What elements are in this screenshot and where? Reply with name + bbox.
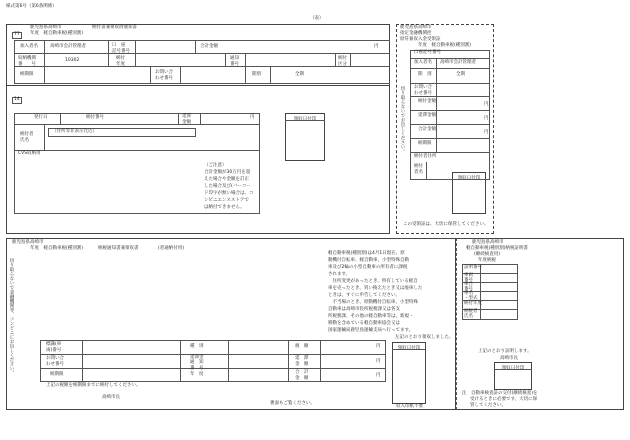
info-line-7: ときは、すぐに申告してください。	[328, 293, 400, 298]
issue-date-label: 発行日	[34, 115, 48, 120]
bottom-heading-1: 鹿児島県高崎市	[12, 240, 44, 245]
cert-stamp-title: 領収日付印	[501, 366, 525, 371]
plate-number-label: 標識(車 両)番号	[46, 342, 62, 353]
cert-footer-2: 受けるときに必要です。大切に保	[470, 397, 538, 402]
bottom-heading-3: 納税通知書兼領収書	[98, 246, 139, 251]
cert-footer-1: 注 自動車検査証の交付(継続検査)を	[462, 391, 538, 396]
tr-taxpayer-label: 納付 者名	[414, 164, 423, 175]
tr-penalty-yen: 円	[484, 116, 489, 121]
total-yen: 円	[374, 44, 379, 49]
penalty-amount-yen: 円	[376, 359, 381, 364]
type-label: 種 別	[190, 344, 204, 349]
penalty-amount-label: 延 滞 金 額	[295, 356, 309, 367]
receipt-agency-value: 10302	[65, 58, 80, 63]
note-title: （ご注意）	[204, 163, 227, 168]
bottom-side-note: 切り取らないで金融機関等、コンビニにお出しください。	[8, 258, 14, 375]
code-box: 14	[14, 97, 20, 102]
cert-heading-1: 鹿児島県高崎市	[472, 240, 504, 245]
penalty-label: 延滞 金額	[182, 114, 191, 125]
due-label: 納期限	[50, 372, 64, 377]
info-line-6: 車を売ったとき、買い換えたとき又は廃車した	[328, 286, 423, 291]
tr-tax-amount-label: 納付金額	[418, 99, 436, 104]
tr-payee-value: 高崎市会計管理者	[440, 60, 476, 65]
receipt-stamp-title: 領収日付印	[293, 117, 317, 122]
tr-heading-3: 原符兼収入金受領証	[400, 37, 441, 42]
form-title: 様式第6号（第6条関係）	[6, 4, 57, 9]
note-line-4: ド印字が無い場合は、コ	[204, 191, 254, 196]
payment-number-label: 納付番号	[86, 115, 104, 120]
bottom-stamp-box	[392, 342, 426, 404]
info-line-11: 移動を含めている軽自動車協会又は	[328, 321, 400, 326]
cert-text: 上記のとおり証明します。	[478, 349, 532, 354]
tr-heading-1: 鹿児島県高崎市	[400, 25, 432, 30]
info-line-10: 所税務課、その他の軽自動車等は、新規・	[328, 314, 414, 319]
receipt-agency-label: 収納機関 番 号	[18, 56, 36, 67]
tr-footer-note: この受領証は、大切に保管してください。	[403, 222, 489, 227]
payee-label: 加入者名	[20, 44, 38, 49]
tr-period-label: 期 別	[418, 72, 432, 77]
tr-payee-label: 加入者名	[414, 60, 432, 65]
cert-row-0: 証明番号	[464, 265, 482, 270]
bottom-stamp-title: 領収日付印	[397, 346, 421, 351]
notice-number-label: 通知 番号	[230, 56, 239, 67]
tr-cut-note: 切り取らないでお出しください。	[399, 86, 405, 154]
tr-period-full: 全期	[456, 72, 465, 77]
thanks-note: 裏面もご覧ください。	[270, 401, 315, 406]
tr-stamp-title: 領収日付印	[457, 176, 481, 181]
tr-tax-amount-yen: 円	[484, 102, 489, 107]
bottom-heading-tail: (普通納付用)	[158, 246, 185, 251]
payment-class-label: 納付 区分	[338, 56, 347, 67]
info-line-8: 不当場のとき、原動機付自転車、小型特殊	[328, 300, 418, 305]
form-number: 77	[14, 32, 20, 37]
tax-amount-yen: 円	[376, 344, 381, 349]
tr-due-label: 納期限	[418, 141, 432, 146]
tr-account-no: 口座記号番号	[414, 50, 441, 55]
tr-heading-2: 指定金融機関控	[400, 31, 432, 36]
info-line-9: 自動車は高崎市役所税務課又は各支	[328, 307, 400, 312]
note-line-3: した場合及び(バーコー	[204, 184, 251, 189]
period-full: 全期	[295, 72, 304, 77]
tr-inquiry-label: お問い合 わせ番号	[414, 85, 432, 96]
total-amount-label-bottom: 合 計 金 額	[295, 370, 309, 381]
cert-footer-3: 管してください。	[470, 403, 506, 408]
cert-mayor: 高崎市長	[500, 356, 518, 361]
mayor-signature: 高崎市長	[102, 395, 120, 400]
note-line-2: えた場合や金額を訂正	[204, 177, 249, 182]
cert-row-5: 納税者 氏名	[464, 309, 478, 319]
penalty-info-label: 延滞金 通 知 番 号	[190, 355, 204, 371]
tax-year-label: 納付 年度	[116, 56, 125, 67]
info-line-3: 車及び2輪の小型自動車の所有者に課税	[328, 265, 408, 270]
note-line-1: 合計金額が30万円を超	[204, 170, 251, 175]
year-label: 年 度	[190, 372, 204, 377]
info-line-12: 国家運輸局鹿児島運輸支局へ行ってます。	[328, 328, 414, 333]
cert-stamp-box	[494, 362, 532, 390]
top-left-heading-2: 年度 軽自動車税(種別割)	[30, 31, 84, 36]
cert-row-4: 納付年度	[464, 301, 482, 306]
info-line-5: 住所変更があったとき、所有している軽自	[328, 279, 418, 284]
bottom-heading-2: 年度 軽自動車税(種別割)	[30, 246, 84, 251]
tax-amount-label: 税 額	[295, 344, 309, 349]
front-mark: （表）	[310, 16, 324, 21]
payee-value: 高崎市会計管理者	[50, 44, 86, 49]
cert-heading-2: 軽自動車税(種別割)納税証明書	[466, 246, 529, 251]
inquiry-label: お問い合 わせ番号	[46, 356, 64, 367]
stamp-note: 収入印紙不要	[396, 404, 423, 409]
top-left-heading-tail: 納付書兼領収済通知書	[92, 25, 137, 30]
taxpayer-label: 納付者 氏名	[20, 132, 34, 143]
tr-total-label: 合計金額	[418, 127, 436, 132]
info-line-1: 軽自動車税(種別割)は4月1日現在、原	[328, 251, 405, 256]
cert-row-3: 車名 ・型式	[464, 291, 478, 301]
top-left-heading-1: 鹿児島県高崎市	[30, 25, 62, 30]
total-amount-yen-bottom: 円	[376, 373, 381, 378]
address-note: （住所等非表示氏込）	[52, 129, 97, 134]
pay-note: 上記の税額を納期限までに納付してください。	[46, 383, 141, 388]
cert-row-1: 車両 番号	[464, 273, 473, 283]
info-line-4: されます。	[328, 272, 351, 277]
note-line-6: は納付できません。	[204, 205, 245, 210]
period-label: 期別	[252, 72, 261, 77]
total-amount-label: 合計金額	[200, 44, 218, 49]
penalty-yen: 円	[250, 115, 255, 120]
cert-heading-3: (継続検査用)	[474, 252, 501, 257]
bottom-table	[40, 340, 386, 382]
info-line-2: 動機付自転車、軽自動車、小型特殊自動	[328, 258, 409, 263]
tr-year-tax: 年度 軽自動車税(種別割)	[418, 43, 472, 48]
cert-row-2: 車台 番号	[464, 282, 473, 292]
inquiry-number-label: お問い合 わせ番号	[155, 70, 173, 81]
tr-total-yen: 円	[484, 130, 489, 135]
due-date-label: 納期限	[20, 72, 34, 77]
cert-year: 年度納税	[478, 258, 496, 263]
tr-penalty-label: 延滞金額	[418, 113, 436, 118]
account-number-label: 口 座 記号番号	[112, 43, 130, 54]
cvs-barcode-label: CVS収納用	[18, 151, 41, 156]
tr-address-label: 納付者住所	[414, 154, 437, 159]
copy-note: 左記のとおり領収しました。	[395, 335, 454, 340]
note-line-5: ンビニエンスストアで	[204, 198, 249, 203]
